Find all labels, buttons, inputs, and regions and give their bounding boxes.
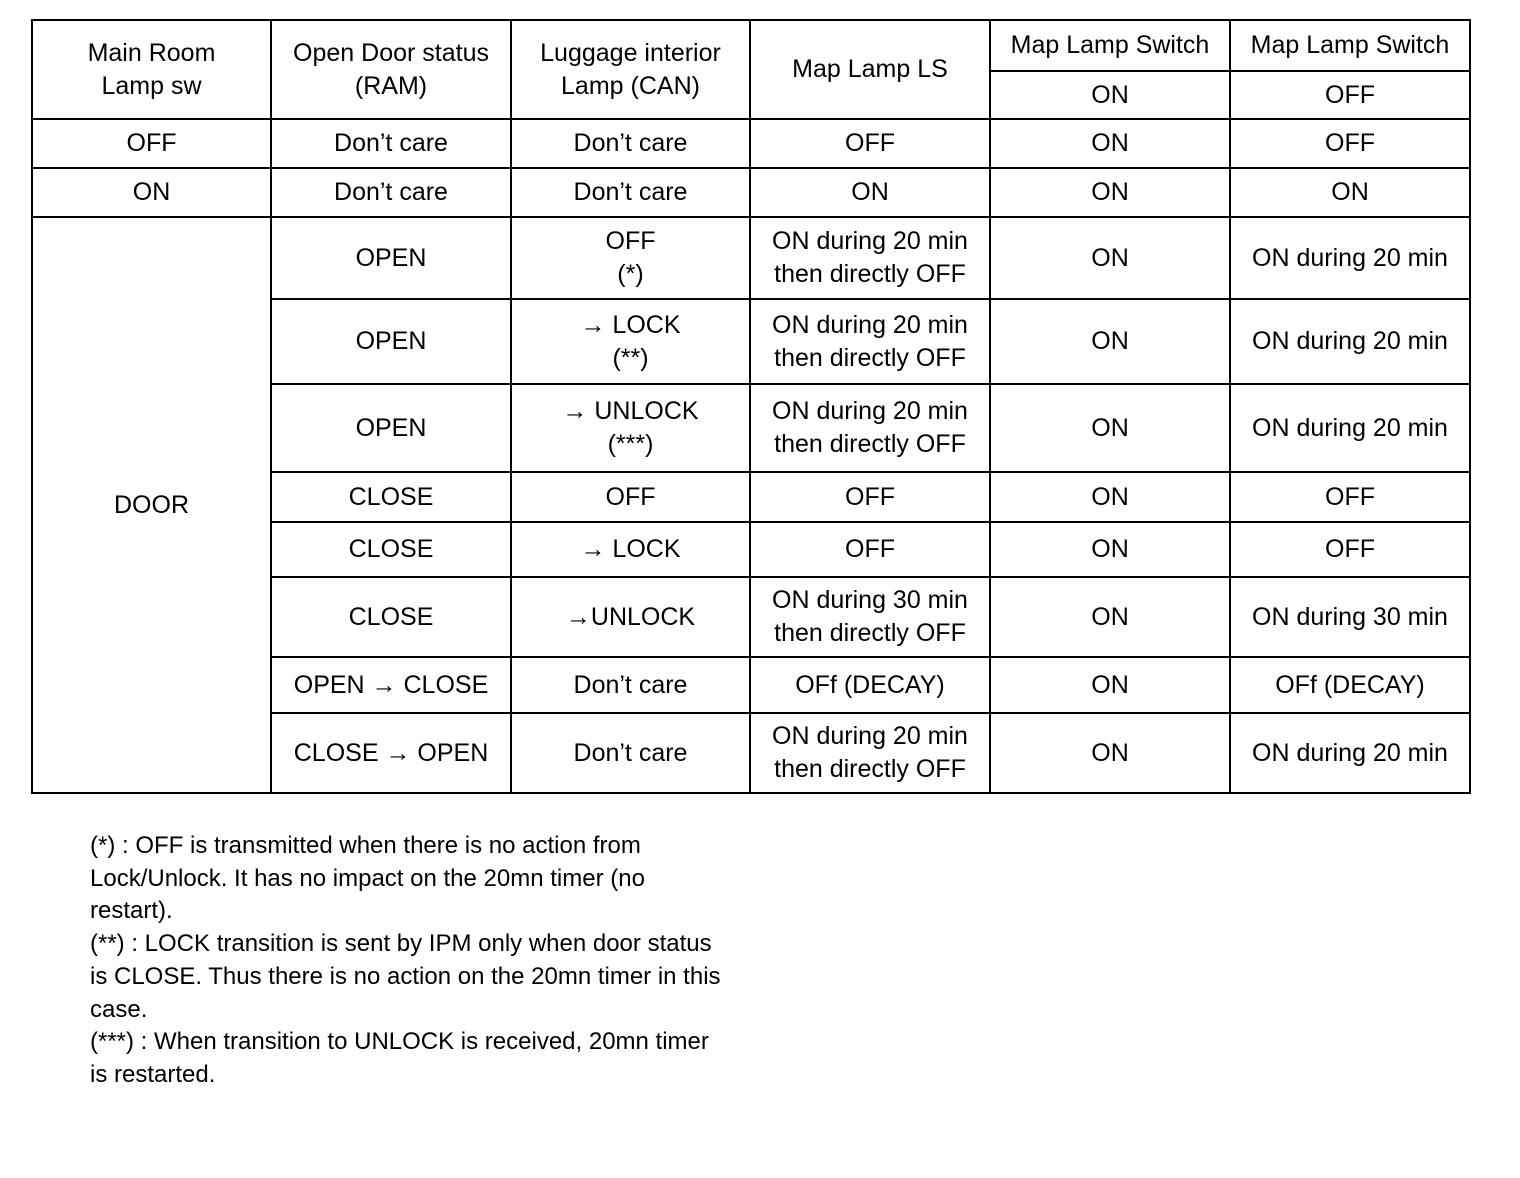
header-map-lamp-ls: Map Lamp LS [750, 20, 990, 119]
header-switch-on-state: ON [990, 71, 1230, 119]
switch-off-cell: OFF [1230, 522, 1470, 577]
switch-off-cell: ON during 20 min [1230, 384, 1470, 472]
map-lamp-ls-cell: ON during 20 min then directly OFF [750, 299, 990, 384]
switch-on-cell: ON [990, 168, 1230, 217]
door-status-cell: OPEN [271, 217, 511, 299]
luggage-cell: Don’t care [511, 657, 750, 713]
header-row [32, 20, 1470, 71]
map-lamp-ls-cell: ON during 20 min then directly OFF [750, 713, 990, 793]
switch-on-cell: ON [990, 522, 1230, 577]
switch-off-cell: ON during 20 min [1230, 713, 1470, 793]
table-row [32, 168, 1470, 217]
table-row [32, 119, 1470, 168]
map-lamp-ls-cell: OFF [750, 119, 990, 168]
map-lamp-ls-cell: ON during 30 min then directly OFF [750, 577, 990, 657]
footnote-single-star: (*) : OFF is transmitted when there is no action from Lock/Unlock. It has no impact on the 20mn timer (no restart). [90, 832, 645, 925]
door-status-cell: CLOSE [271, 577, 511, 657]
switch-off-cell: ON during 30 min [1230, 577, 1470, 657]
header-main-room-lamp-sw: Main Room Lamp sw [32, 20, 271, 119]
door-status-cell: Don’t care [271, 168, 511, 217]
door-status-cell: CLOSE → OPEN [271, 713, 511, 793]
map-lamp-ls-cell: OFf (DECAY) [750, 657, 990, 713]
luggage-cell: → UNLOCK (***) [511, 384, 750, 472]
door-status-cell: CLOSE [271, 472, 511, 522]
switch-off-cell: ON [1230, 168, 1470, 217]
switch-off-cell: OFF [1230, 472, 1470, 522]
switch-on-cell: ON [990, 217, 1230, 299]
luggage-cell: OFF (*) [511, 217, 750, 299]
map-lamp-ls-cell: ON [750, 168, 990, 217]
switch-on-cell: ON [990, 472, 1230, 522]
luggage-cell: Don’t care [511, 119, 750, 168]
header-map-lamp-switch-2: Map Lamp Switch [1230, 20, 1470, 71]
switch-off-cell: OFf (DECAY) [1230, 657, 1470, 713]
main-room-cell: ON [32, 168, 271, 217]
footnote-double-star: (**) : LOCK transition is sent by IPM only when door status is CLOSE. Thus there is no action on the 20mn timer in this case. [90, 930, 721, 1023]
switch-off-cell: OFF [1230, 119, 1470, 168]
switch-on-cell: ON [990, 299, 1230, 384]
map-lamp-spec-table [31, 19, 1471, 794]
map-lamp-ls-cell: OFF [750, 522, 990, 577]
main-room-cell: OFF [32, 119, 271, 168]
map-lamp-ls-cell: OFF [750, 472, 990, 522]
luggage-cell: →UNLOCK [511, 577, 750, 657]
door-status-cell: Don’t care [271, 119, 511, 168]
table-row [32, 217, 1470, 299]
door-status-cell: OPEN [271, 299, 511, 384]
main-room-cell-door: DOOR [32, 217, 271, 793]
switch-on-cell: ON [990, 657, 1230, 713]
switch-on-cell: ON [990, 713, 1230, 793]
header-map-lamp-switch-1: Map Lamp Switch [990, 20, 1230, 71]
map-lamp-ls-cell: ON during 20 min then directly OFF [750, 384, 990, 472]
switch-on-cell: ON [990, 577, 1230, 657]
switch-on-cell: ON [990, 384, 1230, 472]
luggage-cell: Don’t care [511, 713, 750, 793]
switch-on-cell: ON [990, 119, 1230, 168]
door-status-cell: OPEN → CLOSE [271, 657, 511, 713]
luggage-cell: → LOCK [511, 522, 750, 577]
switch-off-cell: ON during 20 min [1230, 299, 1470, 384]
footnotes [90, 830, 730, 1092]
footnote-triple-star: (***) : When transition to UNLOCK is received, 20mn timer is restarted. [90, 1028, 709, 1088]
map-lamp-ls-cell: ON during 20 min then directly OFF [750, 217, 990, 299]
door-status-cell: CLOSE [271, 522, 511, 577]
header-open-door-status: Open Door status (RAM) [271, 20, 511, 119]
switch-off-cell: ON during 20 min [1230, 217, 1470, 299]
header-luggage-interior-lamp: Luggage interior Lamp (CAN) [511, 20, 750, 119]
luggage-cell: Don’t care [511, 168, 750, 217]
luggage-cell: → LOCK (**) [511, 299, 750, 384]
luggage-cell: OFF [511, 472, 750, 522]
door-status-cell: OPEN [271, 384, 511, 472]
header-switch-off-state: OFF [1230, 71, 1470, 119]
